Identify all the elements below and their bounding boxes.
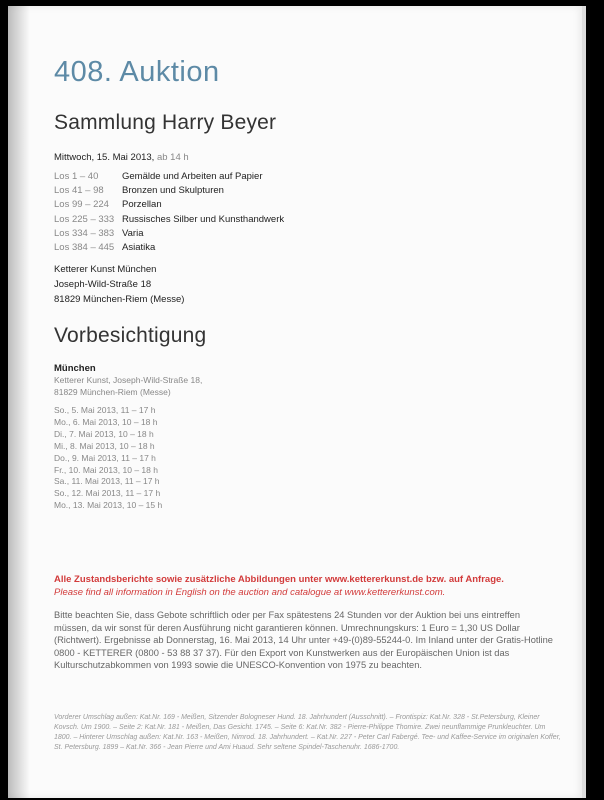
- viewing-date: Mo., 6. Mai 2013, 10 – 18 h: [54, 416, 158, 427]
- lot-range: Los 1 – 40: [54, 171, 99, 182]
- image-credits-footnote: Vorderer Umschlag außen: Kat.Nr. 169 - Meißen, Sitzender Bologneser Hund. 18. Jahrhundert (Ausschnitt). – Frontispiz: Kat.Nr. 328 - St.Petersburg, Kleiner Kovsch. Um 1900. – Seite 2: Kat.Nr. 181 - Meißen, Das Gesicht. 1745. – Seite 6: Kat.Nr. 382 - Pierre-Philippe Thomire. Zwei neunflammige Prunkleuchter. Um 1800. – Hinterer Umschlag außen: Kat.Nr. 163 - Meißen, Nimrod. 18. Jahrhundert. – Kat.Nr. 227 - Peter Carl Fabergé. Tee- und Kaffee-Service im originalen Koffer, St. Petersburg. 1899 – Kat.Nr. 366 - Jean Pierre und Ami Huaud. Sehr seltene Spindel-Taschenuhr. 1686-1700.: [54, 714, 561, 751]
- lot-range: Los 41 – 98: [54, 185, 104, 197]
- lot-description: Gemälde und Arbeiten auf Papier: [122, 171, 263, 182]
- lot-description: Bronzen und Skulpturen: [122, 185, 224, 197]
- preview-venue: [54, 375, 202, 398]
- address-line: Joseph-Wild-Straße 18: [54, 279, 152, 290]
- lot-range: Los 334 – 383: [54, 227, 115, 239]
- lot-row: [54, 198, 284, 212]
- address-line: 81829 München-Riem (Messe): [54, 294, 185, 305]
- lot-range: Los 225 – 333: [54, 213, 115, 225]
- lot-description: Russisches Silber und Kunsthandwerk: [122, 213, 285, 225]
- notice-german: Alle Zustandsberichte sowie zusätzliche Abbildungen unter www.kettererkunst.de bzw. auf Anfrage.: [54, 574, 504, 585]
- lot-row: [54, 213, 284, 227]
- venue-line: Ketterer Kunst, Joseph-Wild-Straße 18,: [54, 375, 203, 385]
- auction-date: [54, 152, 189, 163]
- venue-line: 81829 München-Riem (Messe): [54, 386, 171, 397]
- auction-date-main: Mittwoch, 15. Mai 2013,: [54, 152, 155, 163]
- address-line: Ketterer Kunst München: [54, 264, 157, 275]
- lot-range: Los 99 – 224: [54, 199, 109, 211]
- lot-description: Asiatika: [122, 242, 156, 254]
- auction-address: [54, 262, 184, 307]
- page-edge: [582, 6, 586, 798]
- viewing-date: So., 12. Mai 2013, 11 – 17 h: [54, 488, 161, 499]
- lot-list: [54, 170, 284, 255]
- viewing-date: Sa., 11. Mai 2013, 11 – 17 h: [54, 476, 160, 487]
- preview-city: München: [54, 363, 96, 374]
- collection-heading: Sammlung Harry Beyer: [54, 111, 277, 134]
- viewing-date: So., 5. Mai 2013, 11 – 17 h: [54, 405, 156, 415]
- lot-description: Varia: [122, 227, 144, 239]
- viewing-dates: [54, 405, 162, 512]
- lot-row: [54, 227, 284, 241]
- condition-report-notice: [54, 574, 564, 599]
- lot-description: Porzellan: [122, 199, 162, 211]
- viewing-date: Mi., 8. Mai 2013, 10 – 18 h: [54, 440, 155, 451]
- page-gutter-shadow: [8, 6, 30, 798]
- viewing-date: Di., 7. Mai 2013, 10 – 18 h: [54, 428, 154, 439]
- lot-row: [54, 241, 284, 255]
- preview-heading: Vorbesichtigung: [54, 324, 207, 347]
- catalogue-page: [8, 6, 586, 798]
- bidding-information: Bitte beachten Sie, dass Gebote schriftlich oder per Fax spätestens 24 Stunden vor der Auktion bei uns eintreffen müssen, da wir sonst für deren Ausführung nicht garantieren können. Umrechnungskurs: 1 Euro = 1,30 US Dollar (Richtwert). Ergebnisse ab Donnerstag, 16. Mai 2013, 14 Uhr unter +49-(0)89-55244-0. Im Inland unter der Gratis-Hotline 0800 - KETTERER (0800 - 53 88 37 37). Für den Export von Kunstwerken aus der Europäischen Union ist das Kulturschutzabkommen von 1993 sowie die UNESCO-Konvention von 1975 zu beachten.: [54, 610, 553, 671]
- viewing-date: Do., 9. Mai 2013, 11 – 17 h: [54, 452, 156, 463]
- auction-date-time: ab 14 h: [154, 152, 189, 163]
- lot-range: Los 384 – 445: [54, 242, 115, 254]
- auction-title: 408. Auktion: [54, 56, 220, 88]
- lot-row: [54, 184, 284, 198]
- notice-english: Please find all information in English on the auction and catalogue at www.kettererkunst.com.: [54, 586, 446, 598]
- lot-row: [54, 170, 284, 184]
- viewing-date: Mo., 13. Mai 2013, 10 – 15 h: [54, 500, 163, 511]
- viewing-date: Fr., 10. Mai 2013, 10 – 18 h: [54, 464, 158, 475]
